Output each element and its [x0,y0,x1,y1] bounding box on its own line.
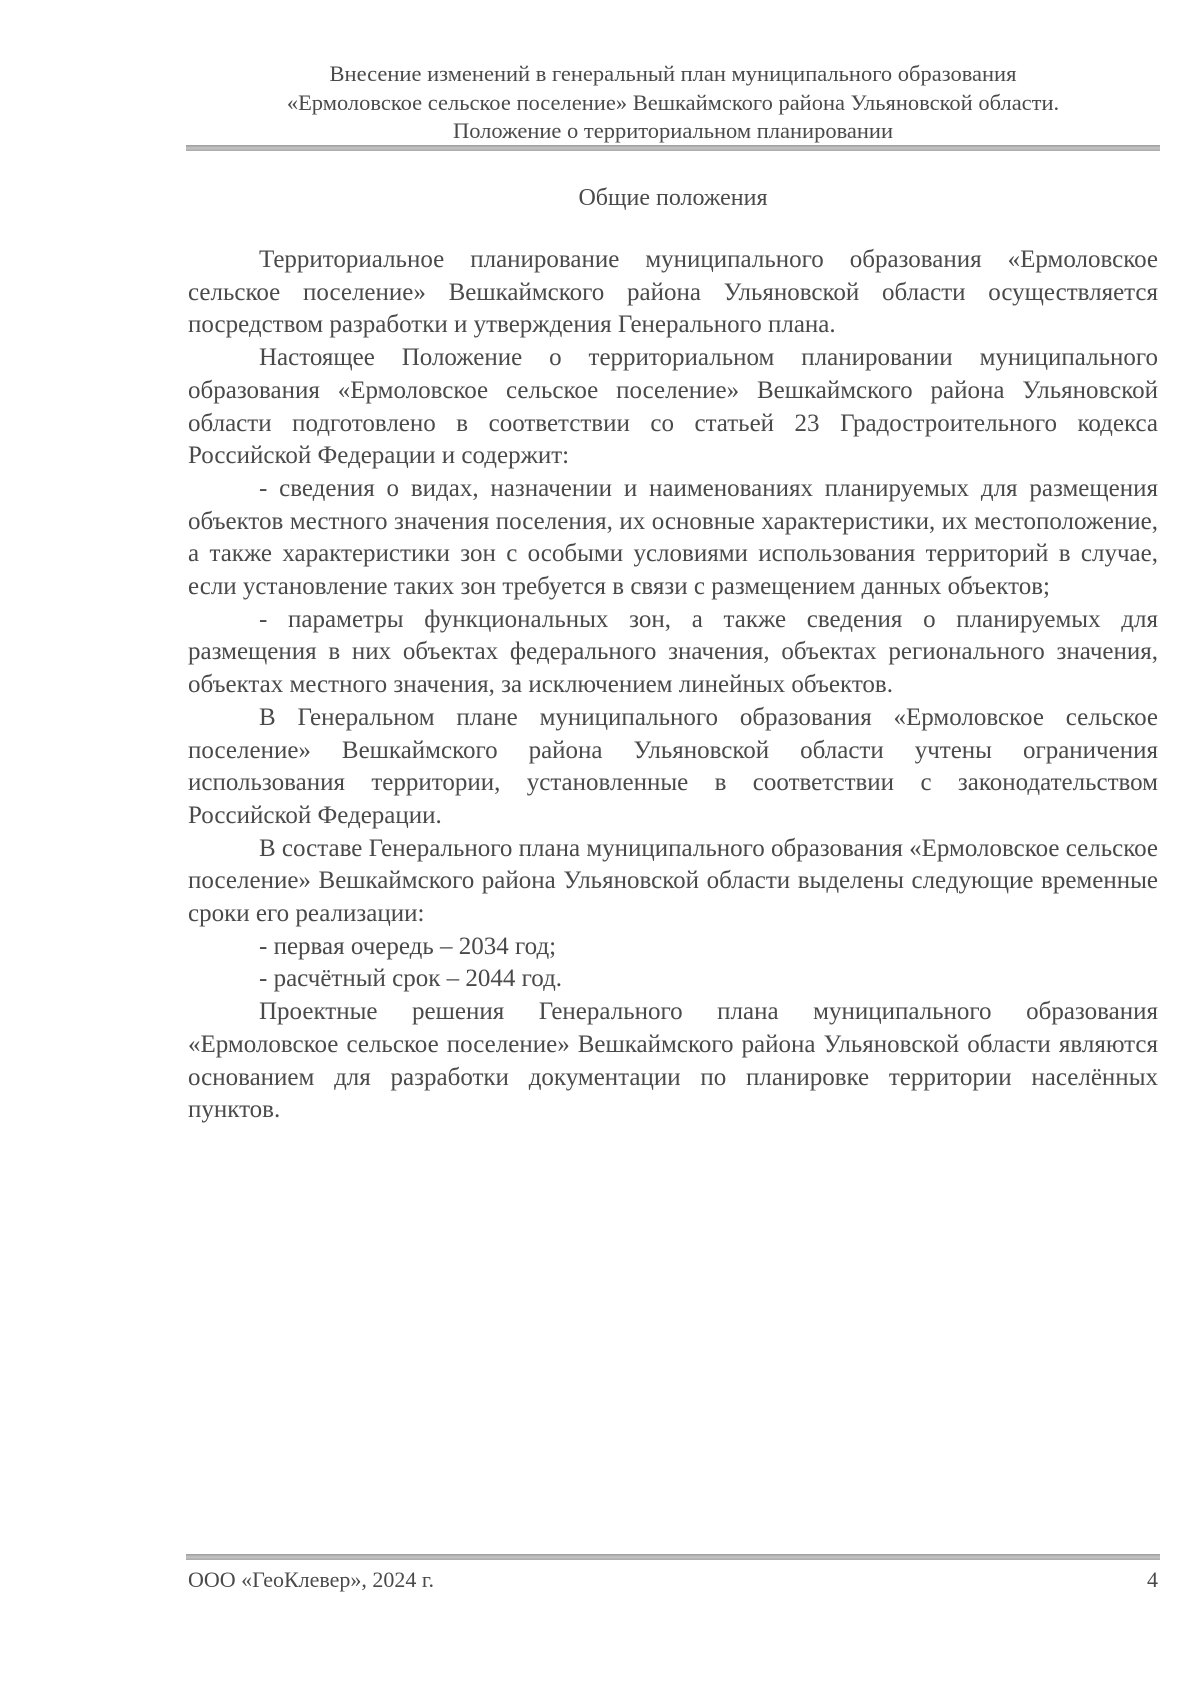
header-line-3: Положение о территориальном планировании [452,118,894,143]
running-footer [188,1567,1158,1593]
paragraph: Территориальное планирование муниципального образования «Ермоловское сельское поселение» Вешкаймского района Ульяновской области осуществляется посредством разработки и утверждения Генерального плана. [188,246,1158,339]
header-line-1: Внесение изменений в генеральный план муниципального образования [329,61,1017,86]
section-title: Общие положения [578,185,768,211]
running-header [188,60,1158,146]
paragraph: В Генеральном плане муниципального образования «Ермоловское сельское поселение» Вешкаймского района Ульяновской области учтены ограничения использования территории, установленные в соответствии с законодательством Российской Федерации. [188,703,1158,829]
document-body [188,244,1158,1127]
paragraph: Проектные решения Генерального плана муниципального образования «Ермоловское сельское поселение» Вешкаймского района Ульяновской области являются основанием для разработки документации по планировке территории населённых пунктов. [188,998,1158,1124]
footer-company: ООО «ГеоКлевер», 2024 г. [188,1567,434,1592]
list-item: - сведения о видах, назначении и наименованиях планируемых для размещения объектов местного значения поселения, их основные характеристики, их местоположение, а также характеристики зон с особыми условиями использования территорий в случае, если установление таких зон требуется в связи с размещением данных объектов; [188,474,1158,601]
header-divider [186,145,1160,151]
paragraph: Настоящее Положение о территориальном планировании муниципального образования «Ермоловское сельское поселение» Вешкаймского района Ульяновской области подготовлено в соответствии со статьей 23 Градостроительного кодекса Российской Федерации и содержит: [188,344,1158,470]
list-item: - расчётный срок – 2044 год. [259,965,563,993]
header-line-2: «Ермоловское сельское поселение» Вешкаймского района Ульяновской области. [286,89,1060,115]
paragraph: В составе Генерального плана муниципального образования «Ермоловское сельское поселение» Вешкаймского района Ульяновской области выделены следующие временные сроки его реализации: [188,834,1158,928]
list-item: - параметры функциональных зон, а также сведения о планируемых для размещения в них объектах федерального значения, объектах регионального значения, объектах местного значения, за исключением линейных объектов. [188,605,1158,699]
page-number: 4 [1147,1567,1158,1592]
footer-divider [186,1554,1160,1560]
list-item: - первая очередь – 2034 год; [259,932,557,960]
